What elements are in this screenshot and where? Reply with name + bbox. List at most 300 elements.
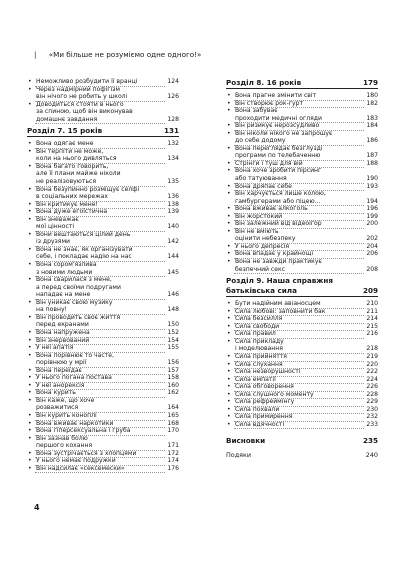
entry-page-number: 138 <box>167 200 179 208</box>
entry-title: Вона прагне змінити світ <box>235 92 317 99</box>
entry-page-number: 219 <box>366 352 378 360</box>
bullet-icon: • <box>28 162 32 170</box>
toc-entry[interactable] <box>226 398 378 406</box>
entry-title: У нього депресія <box>235 242 290 250</box>
entry-title: Вона зустрічається з хлопцями <box>36 449 137 457</box>
entry-title: Він уникає свою музику <box>36 298 113 306</box>
toc-entry[interactable] <box>226 338 378 353</box>
entry-page-number: 202 <box>366 235 378 243</box>
entry-title: Сила свободи <box>235 322 280 330</box>
entry-page-number: 183 <box>366 114 378 122</box>
entry-title: але її плани майже ніколи <box>36 170 121 178</box>
toc-entry[interactable] <box>226 250 378 258</box>
bullet-icon: • <box>28 185 32 193</box>
entry-title: себе, і покладає надію на нас <box>36 253 132 261</box>
entry-title: Вона сварилася з мене, <box>36 276 112 284</box>
bullet-icon: • <box>227 307 231 315</box>
entry-page-number: 216 <box>366 330 378 338</box>
entry-title: Вона не завжди практикує <box>235 258 322 266</box>
entry-title: Він каже, що хоче <box>36 396 95 404</box>
entry-page-number: 156 <box>167 359 179 367</box>
entry-title: Він зневажає <box>36 215 79 223</box>
bullet-icon: • <box>227 167 231 175</box>
toc-entry[interactable] <box>226 107 378 122</box>
bullet-icon: • <box>28 298 32 306</box>
entry-title: Він харчується лише колою, <box>235 190 326 198</box>
toc-entry[interactable] <box>27 389 179 397</box>
toc-section-heading[interactable] <box>27 126 179 137</box>
entry-page-number: 136 <box>167 193 179 201</box>
entry-title: Він не вміють <box>235 227 279 235</box>
toc-entry[interactable] <box>226 258 378 273</box>
entry-page-number: 194 <box>366 197 378 205</box>
toc-entry[interactable] <box>27 299 179 314</box>
toc-entry[interactable] <box>226 183 378 191</box>
entry-page-number: 180 <box>366 92 378 99</box>
bullet-icon: • <box>227 405 231 413</box>
entry-title: Вона порівнює то часте, <box>36 351 114 359</box>
entry-page-number: 168 <box>167 419 179 427</box>
toc-entry[interactable] <box>27 412 179 420</box>
bullet-icon: • <box>227 205 231 213</box>
entry-title: Вона хоче зробити пірсинг <box>235 167 322 175</box>
entry-page-number: 134 <box>167 155 179 163</box>
entry-page-number: 144 <box>167 253 179 261</box>
dotted-leader <box>35 123 165 124</box>
bullet-icon: • <box>28 457 32 465</box>
entry-page-number: 229 <box>366 398 378 406</box>
bullet-icon: • <box>227 352 231 360</box>
entry-title: Сила прийняття <box>235 352 287 360</box>
entry-page-number: 240 <box>365 451 378 460</box>
entry-page-number: 200 <box>366 220 378 228</box>
toc-entry[interactable] <box>27 337 179 345</box>
toc-entry[interactable] <box>226 450 378 460</box>
entry-page-number: 145 <box>167 268 179 276</box>
entry-title: Він проводить своє життя <box>36 313 121 321</box>
bullet-icon: • <box>227 250 231 258</box>
toc-entry[interactable] <box>27 367 179 375</box>
bullet-icon: • <box>28 85 32 93</box>
toc-right-column <box>226 78 378 460</box>
entry-page-number: 226 <box>366 383 378 391</box>
toc-entry[interactable] <box>27 374 179 382</box>
toc-entry[interactable] <box>226 122 378 130</box>
entry-title: Вона вживає алкоголь <box>235 205 308 213</box>
entry-page-number: 126 <box>167 93 179 101</box>
bullet-icon: • <box>227 360 231 368</box>
entry-page-number: 132 <box>167 140 179 148</box>
toc-entry[interactable] <box>27 329 179 337</box>
bullet-icon: • <box>28 313 32 321</box>
section-title: Розділ 7. 15 років <box>27 126 103 136</box>
bullet-icon: • <box>227 330 231 338</box>
entry-title: Він створює рок-гурт <box>235 99 303 107</box>
section-title: Розділ 9. Наша справжня <box>226 276 334 286</box>
bullet-icon: • <box>227 368 231 376</box>
entry-title: домашнє завдання <box>36 115 98 123</box>
entry-page-number: 172 <box>167 449 179 457</box>
entry-title: Сила безсилля <box>235 315 283 323</box>
bullet-icon: • <box>28 230 32 238</box>
entry-title: Він жорстокий <box>235 212 283 220</box>
toc-entry[interactable] <box>27 465 179 473</box>
entry-page-number: 155 <box>167 344 179 352</box>
entry-title: Через надмірний пофігізм <box>36 85 121 93</box>
bullet-icon: • <box>28 396 32 404</box>
section-page-number: 235 <box>362 436 378 446</box>
bullet-icon: • <box>28 419 32 427</box>
bullet-icon: • <box>227 375 231 383</box>
toc-entry[interactable] <box>226 100 378 108</box>
toc-entry[interactable] <box>27 450 179 458</box>
toc-entry[interactable] <box>27 86 179 101</box>
toc-entry[interactable] <box>27 208 179 216</box>
entry-title: Сила рефреймінгу <box>235 398 295 406</box>
entry-title: оцінити небезпеку <box>235 235 296 243</box>
entry-page-number: 128 <box>167 115 179 123</box>
entry-title: нападає на мене <box>36 291 91 299</box>
toc-entry[interactable] <box>226 220 378 228</box>
entry-title: а перед своїми подругами <box>36 283 121 291</box>
entry-title: Він знервований <box>36 336 90 344</box>
entry-page-number: 220 <box>366 360 378 368</box>
entry-title: Вона курить <box>36 389 76 397</box>
entry-page-number: 135 <box>167 178 179 186</box>
entry-title: за спиною, щоб він виконував <box>36 108 133 116</box>
entry-page-number: 204 <box>366 242 378 250</box>
entry-title: Сила вдячності <box>235 420 285 428</box>
entry-title: Він зазнав болю <box>36 434 88 442</box>
bullet-icon: • <box>227 182 231 190</box>
entry-page-number: 224 <box>366 375 378 383</box>
running-head-title: «Ми більше не розуміємо одне одного!» <box>48 50 202 59</box>
entry-title: він нічого не робить у школі <box>36 93 128 101</box>
entry-page-number: 214 <box>366 315 378 323</box>
entry-title: Він ризикує нерозсудливо <box>235 122 320 130</box>
entry-page-number: 222 <box>366 368 378 376</box>
entry-title: Він залежний від відеоігор <box>235 220 322 228</box>
bullet-icon: • <box>28 147 32 155</box>
entry-title: Вона не знає, як організувати <box>36 245 133 253</box>
entry-page-number: 146 <box>167 291 179 299</box>
entry-title: У нього немає подружки <box>36 457 116 465</box>
bullet-icon: • <box>28 344 32 352</box>
entry-title: Вона впадає у крайнощі <box>235 250 314 258</box>
entry-title: в соціальних мережах <box>36 193 108 201</box>
toc-entry[interactable] <box>27 78 179 86</box>
bullet-icon: • <box>28 381 32 389</box>
bullet-icon: • <box>227 107 231 115</box>
bullet-icon: • <box>28 464 32 472</box>
entry-page-number: 174 <box>167 457 179 465</box>
entry-title: Вони вештаються цілий день <box>36 230 131 238</box>
entry-title: Вона напружена <box>36 328 90 336</box>
toc-entry[interactable] <box>226 130 378 145</box>
toc-section-heading[interactable] <box>226 78 378 89</box>
entry-page-number: 157 <box>167 366 179 374</box>
toc-entry[interactable] <box>226 413 378 421</box>
toc-entry[interactable] <box>226 145 378 160</box>
toc-section-heading[interactable] <box>226 276 378 297</box>
entry-title: безпечний секс <box>235 265 286 273</box>
entry-page-number: 232 <box>366 413 378 421</box>
toc-entry[interactable] <box>27 101 179 124</box>
toc-entry[interactable] <box>226 406 378 414</box>
bullet-icon: • <box>28 366 32 374</box>
running-head <box>34 50 201 59</box>
bullet-icon: • <box>28 78 32 85</box>
bullet-icon: • <box>28 208 32 216</box>
toc-entry[interactable] <box>226 353 378 361</box>
toc-entry[interactable] <box>27 140 179 148</box>
bullet-icon: • <box>227 258 231 266</box>
entry-title: Вона дуже егоїстична <box>36 208 108 216</box>
entry-page-number: 170 <box>167 427 179 435</box>
entry-title: Сила обговорення <box>235 383 294 391</box>
toc-entry[interactable] <box>27 186 179 201</box>
toc-entry[interactable] <box>226 205 378 213</box>
entry-title: Сила правил <box>235 330 276 338</box>
section-page-number: 179 <box>362 78 378 87</box>
entry-title: Сила незворушності <box>235 368 301 376</box>
bullet-icon: • <box>227 190 231 198</box>
entry-title: Вона гіперсексуальна і груба <box>36 427 131 435</box>
toc-left-column <box>27 78 179 472</box>
entry-page-number: 230 <box>366 405 378 413</box>
toc-entry[interactable] <box>226 315 378 323</box>
bullet-icon: • <box>28 261 32 269</box>
entry-title: Він курить коноплі <box>36 411 97 419</box>
entry-title: Сила слушного моменту <box>235 390 314 398</box>
entry-title: Вона сором'язлива <box>36 261 97 269</box>
entry-page-number: 154 <box>167 336 179 344</box>
toc-entry[interactable] <box>27 163 179 186</box>
bullet-icon: • <box>227 413 231 421</box>
entry-title: на повну! <box>36 306 67 314</box>
dotted-leader <box>35 472 165 473</box>
entry-page-number: 199 <box>366 212 378 220</box>
bullet-icon: • <box>227 420 231 428</box>
entry-title: Вона одягає мене <box>36 140 94 148</box>
entry-page-number: 152 <box>167 328 179 336</box>
toc-entry[interactable] <box>27 216 179 231</box>
bullet-icon: • <box>227 159 231 167</box>
toc-entry[interactable] <box>226 368 378 376</box>
bullet-icon: • <box>28 245 32 253</box>
section-title: батьківська сила <box>226 286 297 296</box>
entry-page-number: 233 <box>366 420 378 428</box>
section-page-number: 131 <box>163 126 179 136</box>
toc-entry[interactable] <box>27 231 179 246</box>
entry-page-number: 190 <box>366 175 378 183</box>
bullet-icon: • <box>227 398 231 406</box>
dotted-leader <box>234 428 364 429</box>
toc-entry[interactable] <box>27 435 179 450</box>
entry-title: коли на нього дивляться <box>36 155 117 163</box>
toc-entry[interactable] <box>226 300 378 308</box>
entry-page-number: 228 <box>366 390 378 398</box>
toc-entry[interactable] <box>226 383 378 391</box>
bullet-icon: • <box>227 300 231 308</box>
entry-page-number: 148 <box>167 306 179 314</box>
entry-title: Вона багато говорить, <box>36 162 109 170</box>
entry-title: Вона забуває <box>235 107 278 115</box>
entry-title: Вона переглядає безглузді <box>235 144 323 152</box>
entry-page-number: 164 <box>167 404 179 412</box>
entry-page-number: 215 <box>366 322 378 330</box>
toc-entry[interactable] <box>226 190 378 205</box>
toc-entry[interactable] <box>27 420 179 428</box>
toc-entry[interactable] <box>27 314 179 329</box>
entry-title: Вона дряпає себе <box>235 182 292 190</box>
entry-title: із друзями <box>36 238 71 246</box>
toc-section-heading[interactable] <box>226 436 378 446</box>
toc-entry[interactable] <box>27 457 179 465</box>
entry-page-number: 206 <box>366 250 378 258</box>
entry-page-number: 211 <box>366 307 378 315</box>
bullet-icon: • <box>227 315 231 323</box>
entry-page-number: 193 <box>366 182 378 190</box>
entry-title: Подяки <box>226 451 251 460</box>
toc-entry[interactable] <box>27 397 179 412</box>
toc-entry[interactable] <box>226 228 378 243</box>
entry-title: Він надсилає «сексемески» <box>36 464 125 472</box>
entry-title: перед екранами <box>36 321 89 329</box>
entry-page-number: 150 <box>167 321 179 329</box>
toc-entry[interactable] <box>27 276 179 299</box>
entry-page-number: 196 <box>366 205 378 213</box>
section-title: Висновки <box>226 436 266 446</box>
entry-page-number: 124 <box>167 78 179 85</box>
bullet-icon: • <box>28 374 32 382</box>
toc-entry[interactable] <box>27 246 179 261</box>
entry-title: У неї анорексія <box>36 381 85 389</box>
bullet-icon: • <box>28 276 32 284</box>
toc-entry[interactable] <box>27 382 179 390</box>
bullet-icon: • <box>28 427 32 435</box>
toc-entry[interactable] <box>27 352 179 367</box>
toc-entry[interactable] <box>226 376 378 384</box>
entry-title: програми по телебаченню <box>235 152 321 160</box>
section-page-number: 209 <box>362 286 378 296</box>
entry-title: до себе додому <box>235 137 286 145</box>
bullet-icon: • <box>28 328 32 336</box>
entry-title: з новими людьми <box>36 268 93 276</box>
bullet-icon: • <box>227 99 231 107</box>
entry-title: Сила слухання <box>235 360 283 368</box>
entry-title: Сила емпатії <box>235 375 276 383</box>
entry-title: Сила похвали <box>235 405 280 413</box>
entry-page-number: 188 <box>366 159 378 167</box>
toc-entry[interactable] <box>226 323 378 331</box>
entry-title: або татуювання <box>235 175 287 183</box>
entry-title: проходити медичні огляди <box>235 114 322 122</box>
toc-entry[interactable] <box>226 92 378 100</box>
entry-page-number: 140 <box>167 223 179 231</box>
entry-page-number: 210 <box>366 300 378 308</box>
running-head-bar: | <box>34 50 37 59</box>
bullet-icon: • <box>28 389 32 397</box>
entry-page-number: 171 <box>167 442 179 450</box>
bullet-icon: • <box>28 100 32 108</box>
entry-title: Доводиться стояти в нього <box>36 100 124 108</box>
bullet-icon: • <box>28 215 32 223</box>
entry-title: Стрінги і туш для вій <box>235 159 303 167</box>
section-title: Розділ 8. 16 років <box>226 78 302 87</box>
entry-title: і моделювання <box>235 345 283 353</box>
bullet-icon: • <box>227 129 231 137</box>
entry-page-number: 162 <box>167 389 179 397</box>
bullet-icon: • <box>227 144 231 152</box>
toc-entry[interactable] <box>226 330 378 338</box>
bullet-icon: • <box>227 322 231 330</box>
entry-title: першого кохання <box>36 442 93 450</box>
entry-page-number: 142 <box>167 238 179 246</box>
entry-title: гамбургерами або піцею… <box>235 197 321 205</box>
entry-page-number: 186 <box>366 137 378 145</box>
entry-page-number: 208 <box>366 265 378 273</box>
entry-title: не реалізовуються <box>36 178 97 186</box>
entry-title: Вона безупинно розміщує селфі <box>36 185 140 193</box>
entry-title: У нього погана постава <box>36 374 112 382</box>
entry-title: порівнюю у мрії <box>36 359 87 367</box>
entry-title: Сила примирення <box>235 413 293 421</box>
toc-entry[interactable] <box>226 167 378 182</box>
bullet-icon: • <box>227 383 231 391</box>
toc-entry[interactable] <box>226 361 378 369</box>
bullet-icon: • <box>227 390 231 398</box>
dotted-leader <box>234 273 364 274</box>
entry-page-number: 184 <box>366 122 378 130</box>
entry-page-number: 187 <box>366 152 378 160</box>
bullet-icon: • <box>28 336 32 344</box>
toc-entry[interactable] <box>226 421 378 429</box>
bullet-icon: • <box>227 227 231 235</box>
entry-page-number: 160 <box>167 381 179 389</box>
bullet-icon: • <box>227 92 231 99</box>
entry-title: Він терпіти не може, <box>36 147 104 155</box>
entry-title: Вона переїдає <box>36 366 82 374</box>
bullet-icon: • <box>28 200 32 208</box>
toc-entry[interactable] <box>27 148 179 163</box>
entry-title: Вона вживає наркотики <box>36 419 114 427</box>
bullet-icon: • <box>28 351 32 359</box>
bullet-icon: • <box>28 411 32 419</box>
bullet-icon: • <box>227 337 231 345</box>
bullet-icon: • <box>28 140 32 148</box>
entry-title: Сила прикладу <box>235 337 284 345</box>
entry-page-number: 182 <box>366 99 378 107</box>
entry-page-number: 218 <box>366 345 378 353</box>
entry-title: Він ніколи нікого не запрошує <box>235 129 333 137</box>
toc-entry[interactable] <box>27 427 179 435</box>
entry-page-number: 165 <box>167 411 179 419</box>
bullet-icon: • <box>28 449 32 457</box>
toc-entry[interactable] <box>27 344 179 352</box>
bullet-icon: • <box>227 122 231 130</box>
entry-title: Бути надійним авіаносцем <box>235 300 321 308</box>
entry-title: Сила любові: заповнити бак <box>235 307 326 315</box>
entry-title: розважитися <box>36 404 79 412</box>
toc-entry[interactable] <box>27 261 179 276</box>
entry-title: мої цінності <box>36 223 75 231</box>
entry-title: Він критикує мене! <box>36 200 98 208</box>
entry-page-number: 139 <box>167 208 179 216</box>
entry-title: У неї апатія <box>36 344 74 352</box>
bullet-icon: • <box>28 434 32 442</box>
bullet-icon: • <box>227 242 231 250</box>
